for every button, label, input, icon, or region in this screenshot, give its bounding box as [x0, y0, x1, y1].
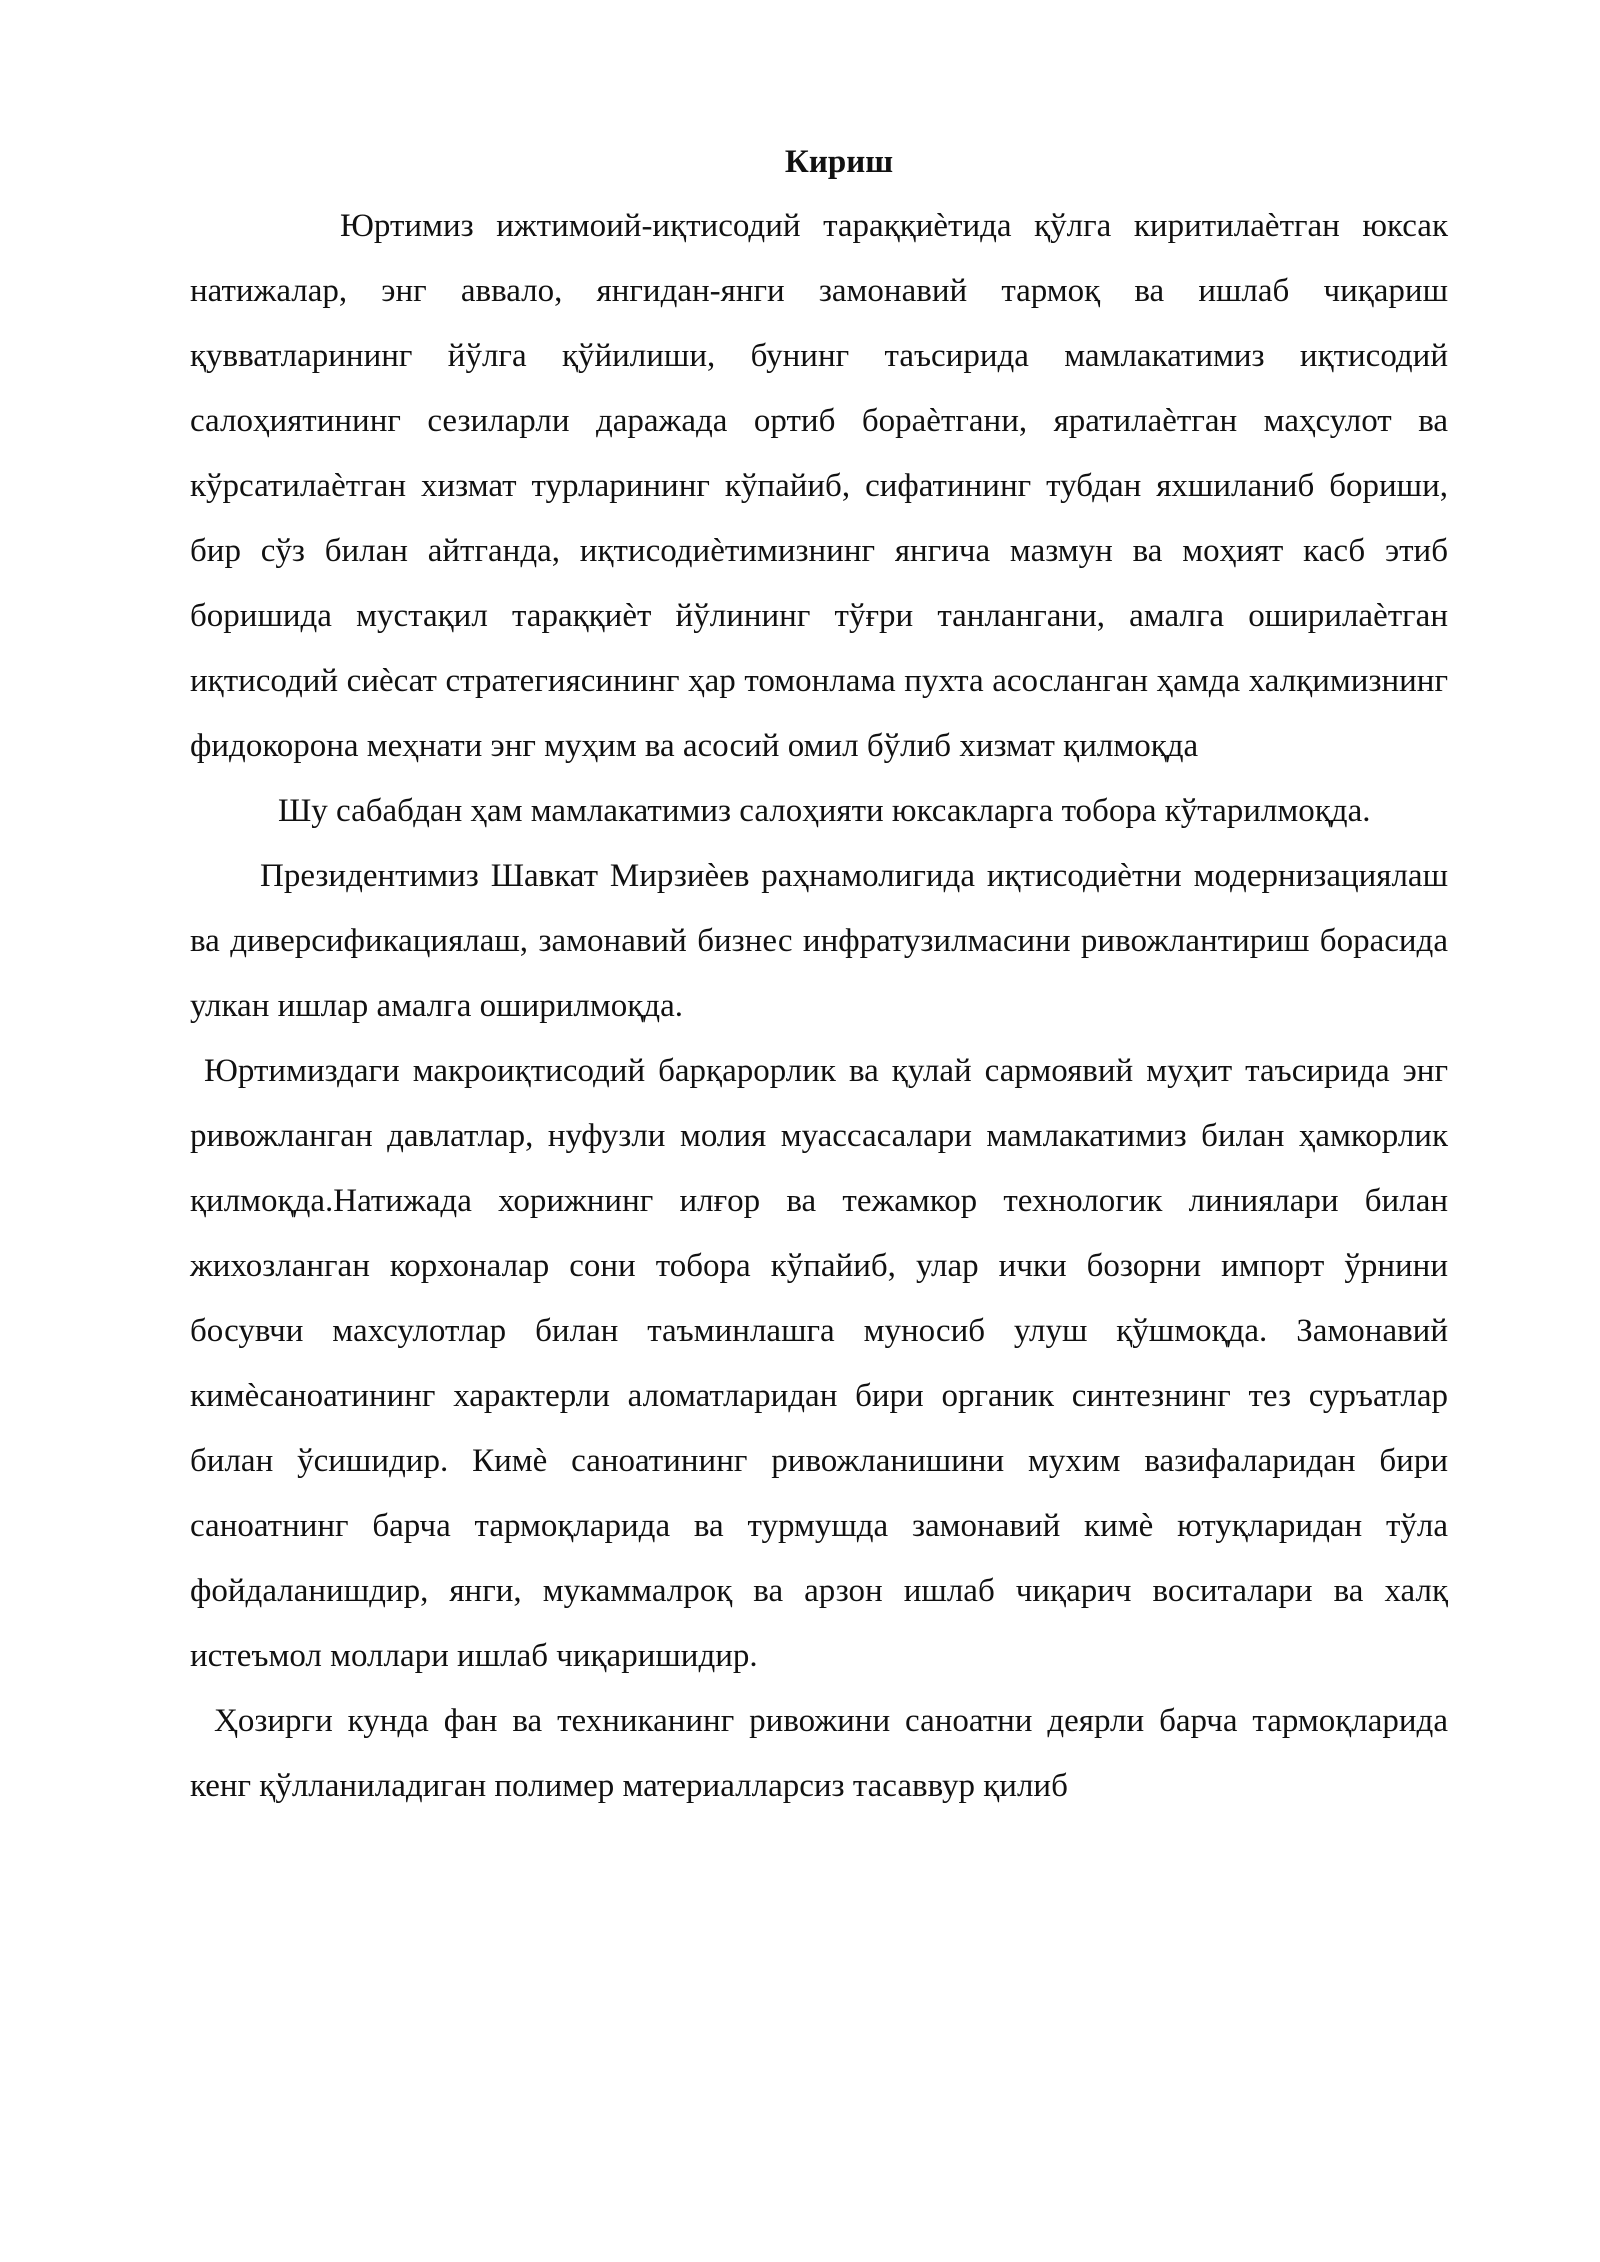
- document-title: Кириш: [784, 144, 894, 180]
- paragraph-3: Президентимиз Шавкат Мирзиѐев раҳнамолигида иқтисодиѐтни модернизациялаш ва диверсификациялаш, замонавий бизнес инфратузилмасини ривожлантириш борасида улкан ишлар амалга оширилмоқда.: [190, 858, 1448, 1024]
- paragraph-5: Ҳозирги кунда фан ва техниканинг ривожини саноатни деярли барча тармоқларида кенг қўлланиладиган полимер материалларсиз тасаввур қилиб: [190, 1703, 1448, 1804]
- paragraph-2: Шу сабабдан ҳам мамлакатимиз салоҳияти юксакларга тобора кўтарилмоқда.: [278, 793, 1371, 829]
- document-body: [190, 130, 1448, 1819]
- paragraph-4: Юртимиздаги макроиқтисодий барқарорлик ва қулай сармоявий муҳит таъсирида энг ривожланган давлатлар, нуфузли молия муассасалари мамлакатимиз билан ҳамкорлик қилмоқда.Натижада хорижнинг илғор ва тежамкор технологик линиялари билан жихозланган корхоналар сони тобора кўпайиб, улар ички бозорни импорт ўрнини босувчи махсулотлар билан таъминлашга муносиб улуш қўшмоқда. Замонавий кимѐсаноатининг характерли аломатларидан бири органик синтезнинг тез суръатлар билан ўсишидир. Кимѐ саноатининг ривожланишини мухим вазифаларидан бири саноатнинг барча тармоқларида ва турмушда замонавий кимѐ ютуқларидан тўла фойдаланишдир, янги, мукаммалроқ ва арзон ишлаб чиқарич воситалари ва халқ истеъмол моллари ишлаб чиқаришидир.: [190, 1053, 1448, 1674]
- paragraph-1: Юртимиз ижтимоий-иқтисодий тараққиѐтида қўлга киритилаѐтган юксак натижалар, энг аввало, янгидан-янги замонавий тармоқ ва ишлаб чиқариш қувватларининг йўлга қўйилиши, бунинг таъсирида мамлакатимиз иқтисодий салоҳиятининг сезиларли даражада ортиб бораѐтгани, яратилаѐтган маҳсулот ва кўрсатилаѐтган хизмат турларининг кўпайиб, сифатининг тубдан яхшиланиб бориши, бир сўз билан айтганда, иқтисодиѐтимизнинг янгича мазмун ва моҳият касб этиб боришида мустақил тараққиѐт йўлининг тўғри танлангани, амалга оширилаѐтган иқтисодий сиѐсат стратегиясининг ҳар томонлама пухта асосланган ҳамда халқимизнинг фидокорона меҳнати энг муҳим ва асосий омил бўлиб хизмат қилмоқда: [190, 208, 1448, 764]
